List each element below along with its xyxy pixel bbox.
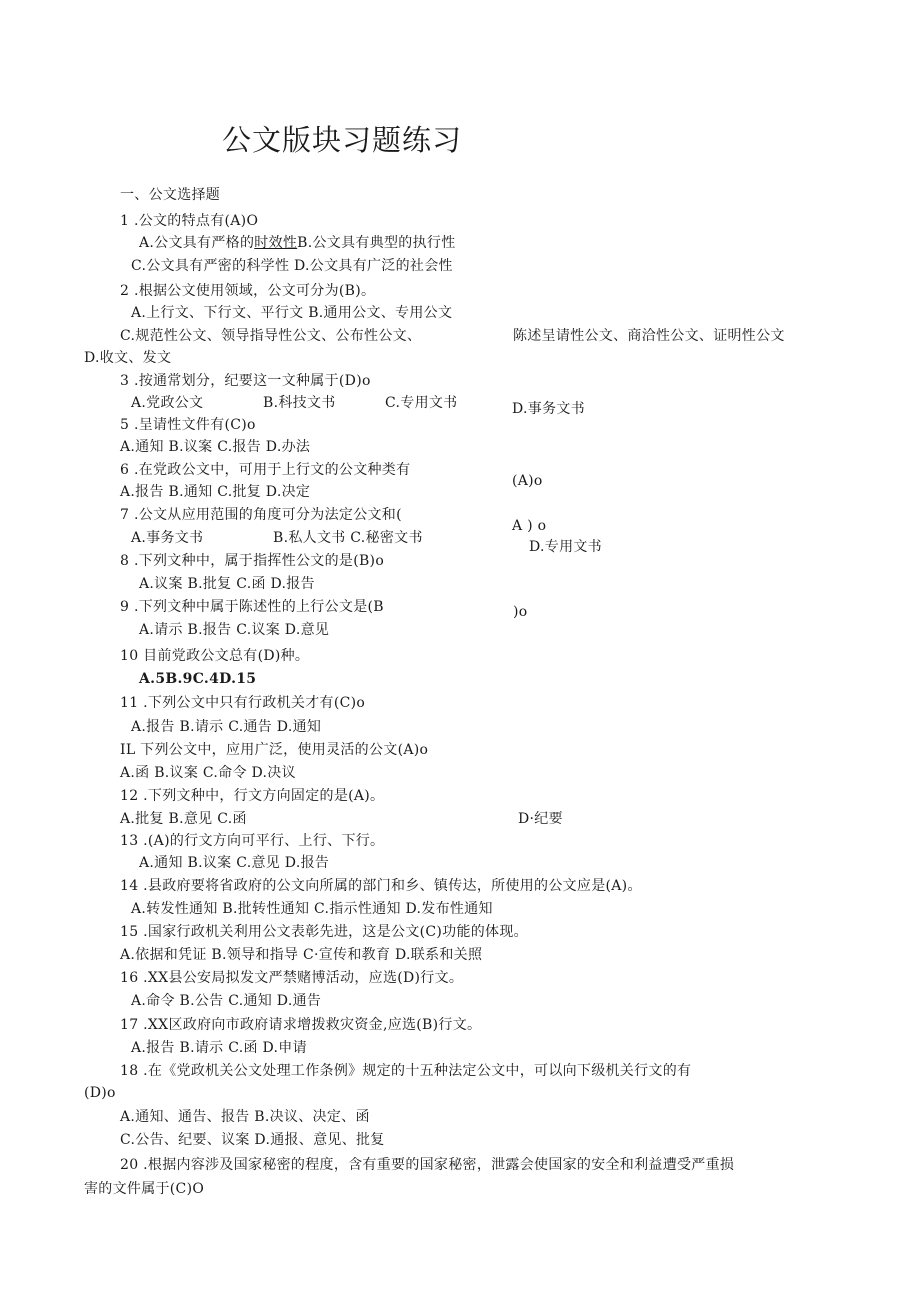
question-5: 5 .呈请性文件有(C)o <box>120 417 256 433</box>
question-12: 12 .下列文种中，行文方向固定的是(A)。 <box>120 788 385 804</box>
question-2: 2 .根据公文使用领域，公文可分为(B)。 <box>120 283 376 299</box>
question-20-cont: 害的文件属于(C)O <box>84 1181 205 1197</box>
question-7-option-a: A.事务文书 <box>131 530 204 546</box>
question-7: 7 .公文从应用范围的角度可分为法定公文和( <box>120 507 402 523</box>
question-6-answer: (A)o <box>512 473 543 489</box>
question-1-options-cd: C.公文具有严密的科学性 D.公文具有广泛的社会性 <box>131 258 453 274</box>
question-12-option-d: D·纪要 <box>518 811 563 827</box>
question-13-options: A.通知 B.议案 C.意见 D.报告 <box>139 855 330 871</box>
question-9-answer: )o <box>513 604 528 620</box>
question-7-option-d: D.专用文书 <box>529 539 602 555</box>
question-3-option-d: D.事务文书 <box>512 401 585 417</box>
question-20: 20 .根据内容涉及国家秘密的程度，含有重要的国家秘密，泄露会使国家的安全和利益遭受严重损 <box>120 1157 735 1173</box>
question-12-options-abc: A.批复 B.意见 C.函 <box>120 811 247 827</box>
question-2-option-c: C.规范性公文、领导指导性公文、公布性公文、 <box>120 328 422 344</box>
question-7-answer: A ) o <box>512 518 547 534</box>
question-18-options-cd: C.公告、纪要、议案 D.通报、意见、批复 <box>120 1132 385 1148</box>
question-9: 9 .下列文种中属于陈述性的上行公文是(B <box>120 599 384 615</box>
question-5-options: A.通知 B.议案 C.报告 D.办法 <box>120 439 311 455</box>
question-17: 17 .XX区政府向市政府请求增拨救灾资金,应选(B)行文。 <box>120 1017 482 1033</box>
question-15-options: A.依据和凭证 B.领导和指导 C·宣传和教育 D.联系和关照 <box>120 947 483 963</box>
option-a-text: A.公文具有严格的 <box>139 235 255 251</box>
question-7-options-bc: B.私人文书 C.秘密文书 <box>273 530 423 546</box>
question-10-options: A.5B.9C.4D.15 <box>139 671 257 687</box>
question-17-options: A.报告 B.请示 C.函 D.申请 <box>131 1040 307 1056</box>
question-11-options: A.报告 B.请示 C.通告 D.通知 <box>131 719 322 735</box>
question-14-options: A.转发性通知 B.批转性通知 C.指示性通知 D.发布性通知 <box>131 901 493 917</box>
question-2-options-ab: A.上行文、下行文、平行文 B.通用公文、专用公文 <box>131 305 453 321</box>
option-b-text: B.公文具有典型的执行性 <box>297 235 456 251</box>
question-2-option-c-cont: 陈述呈请性公文、商洽性公文、证明性公文 <box>513 328 785 344</box>
question-9-options: A.请示 B.报告 C.议案 D.意见 <box>139 622 330 638</box>
question-1-options-ab <box>139 234 456 252</box>
question-6-options: A.报告 B.通知 C.批复 D.决定 <box>120 484 311 500</box>
question-11b: IL 下列公文中，应用广泛，使用灵活的公文(A)o <box>120 742 429 758</box>
question-3: 3 .按通常划分，纪要这一文种属于(D)o <box>120 373 371 389</box>
question-1: 1 .公文的特点有(A)O <box>120 213 259 229</box>
question-3-option-a: A.党政公文 <box>131 395 204 411</box>
question-6: 6 .在党政公文中，可用于上行文的公文种类有 <box>120 462 411 478</box>
question-18: 18 .在《党政机关公文处理工作条例》规定的十五种法定公文中，可以向下级机关行文的有 <box>120 1063 692 1079</box>
question-16: 16 .XX县公安局拟发文严禁赌博活动，应选(D)行文。 <box>120 970 464 986</box>
question-11: 11 .下列公文中只有行政机关才有(C)o <box>120 695 366 711</box>
question-8-options: A.议案 B.批复 C.函 D.报告 <box>139 576 315 592</box>
underlined-text: 时效性 <box>254 235 298 251</box>
question-18-options-ab: A.通知、通告、报告 B.决议、决定、函 <box>120 1109 370 1125</box>
question-2-option-d: D.收文、发文 <box>84 350 172 366</box>
question-8: 8 .下列文种中，属于指挥性公文的是(B)o <box>120 553 385 569</box>
question-3-option-c: C.专用文书 <box>385 395 458 411</box>
question-14: 14 .县政府要将省政府的公文向所属的部门和乡、镇传达，所使用的公文应是(A)。 <box>120 878 642 894</box>
question-13: 13 .(A)的行文方向可平行、上行、下行。 <box>120 833 385 849</box>
section-heading: 一、公文选择题 <box>120 187 221 203</box>
question-16-options: A.命令 B.公告 C.通知 D.通告 <box>131 993 322 1009</box>
question-18-answer: (D)o <box>84 1085 116 1101</box>
question-3-option-b: B.科技文书 <box>263 395 336 411</box>
page-title: 公文版块习题练习 <box>222 123 463 157</box>
question-11b-options: A.函 B.议案 C.命令 D.决议 <box>120 765 296 781</box>
question-15: 15 .国家行政机关利用公文表彰先进，这是公文(C)功能的体现。 <box>120 924 528 940</box>
question-10: 10 目前党政公文总有(D)种。 <box>120 648 310 664</box>
